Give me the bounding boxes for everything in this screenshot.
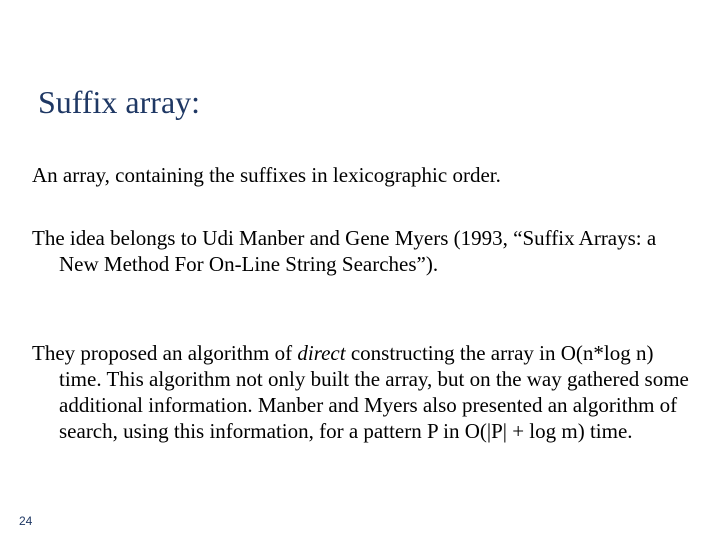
- slide-number: 24: [19, 514, 33, 528]
- slide-title: Suffix array:: [38, 84, 201, 120]
- emphasis-direct: direct: [297, 341, 346, 365]
- paragraph-definition: An array, containing the suffixes in lexicographic order.: [32, 163, 501, 187]
- paragraph-algorithm-text-start: They proposed an algorithm of: [32, 341, 298, 365]
- paragraph-algorithm: [32, 340, 689, 444]
- paragraph-origin: The idea belongs to Udi Manber and Gene Myers (1993, “Suffix Arrays: a New Method For On-Line String Searches”).: [32, 226, 657, 276]
- paragraph-algorithm-text-end: constructing the array in O(n*log n) time. This algorithm not only built the array, but on the way gathered some additional information. Manber and Myers also presented an algorithm of search, using this information, for a pattern P in O(|P| + log m) time.: [59, 341, 689, 443]
